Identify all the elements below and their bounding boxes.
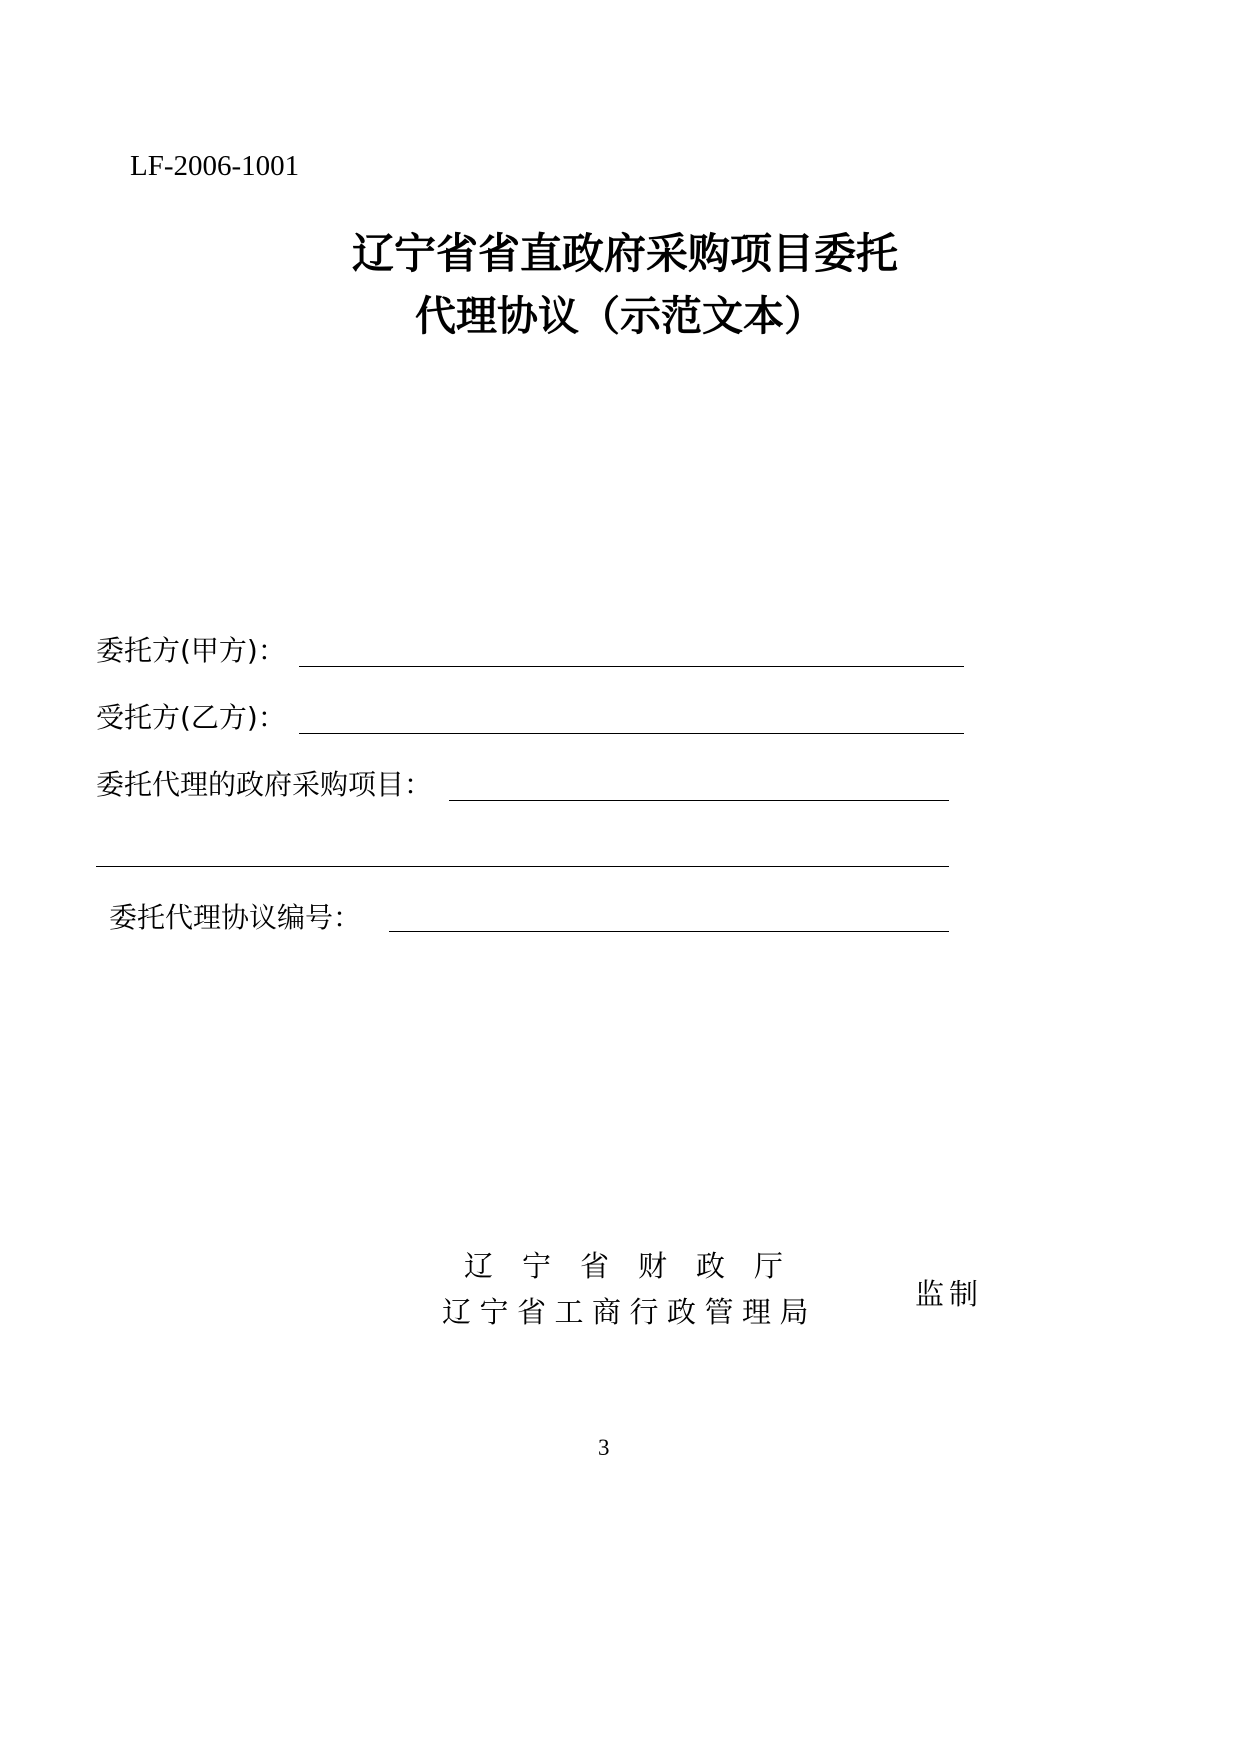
procurement-project-continuation-line bbox=[96, 866, 949, 867]
title-line-2: 代理协议（示范文本） bbox=[415, 292, 825, 340]
form-code: LF-2006-1001 bbox=[130, 150, 300, 182]
entrusting-party-label: 委托方(甲方)： bbox=[96, 634, 286, 667]
entrusted-party-label: 受托方(乙方)： bbox=[96, 701, 286, 734]
procurement-project-line bbox=[449, 800, 949, 801]
issuer-finance-department: 辽宁省财政厅 bbox=[464, 1249, 813, 1283]
issuer-industry-commerce-bureau: 辽宁省工商行政管理局 bbox=[442, 1295, 818, 1329]
agreement-number-label: 委托代理协议编号： bbox=[109, 901, 362, 934]
agreement-number-line bbox=[389, 931, 949, 932]
issuer-supervision-mark: 监制 bbox=[915, 1277, 984, 1311]
title-line-1: 辽宁省省直政府采购项目委托 bbox=[351, 229, 898, 278]
entrusting-party-line bbox=[299, 666, 964, 667]
entrusted-party-line bbox=[299, 733, 964, 734]
page-number: 3 bbox=[598, 1435, 610, 1460]
procurement-project-label: 委托代理的政府采购项目： bbox=[96, 768, 433, 801]
